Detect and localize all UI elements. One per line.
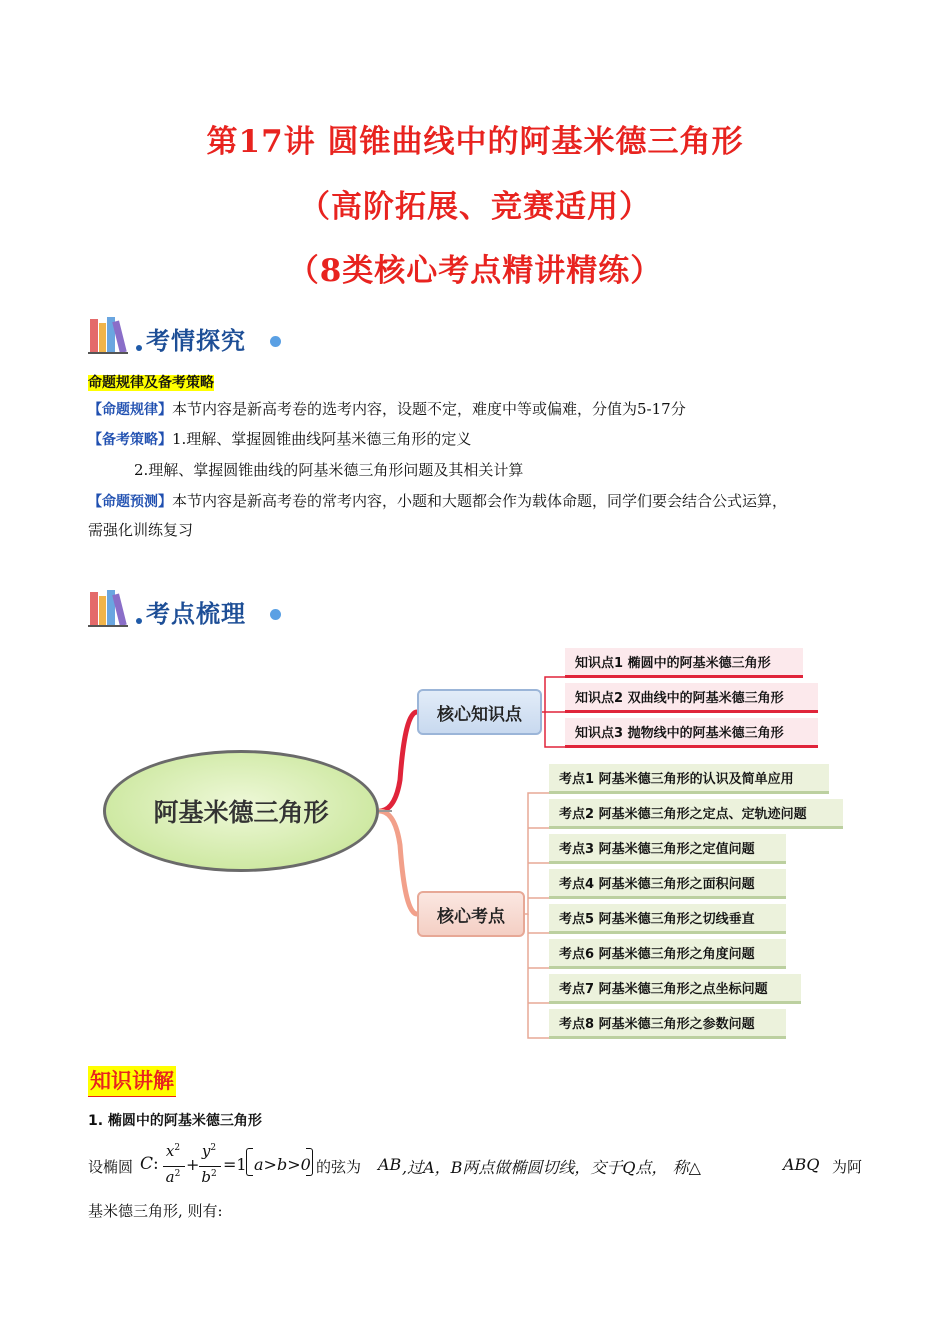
fraction-x: $x^2$ (165, 1142, 181, 1160)
section-heading-text: 考情探究 (146, 327, 246, 355)
section-subtitle: 1. 椭圆中的阿基米德三角形 (88, 1113, 262, 1129)
rule-paragraph: 【命题规律】本节内容是新高考卷的选考内容，设题不定，难度中等或偏难，分值为5-17分 (88, 400, 686, 418)
mindmap-branch-knowledge: 核心知识点 (417, 689, 542, 735)
point-item: 考点6 阿基米德三角形之角度问题 (549, 939, 786, 969)
knowledge-item: 知识点2 双曲线中的阿基米德三角形 (565, 683, 818, 713)
point-item: 考点5 阿基米德三角形之切线垂直 (549, 904, 786, 934)
knowledge-item: 知识点3 抛物线中的阿基米德三角形 (565, 718, 818, 748)
point-item: 考点3 阿基米德三角形之定值问题 (549, 834, 786, 864)
dot-icon (136, 618, 142, 624)
books-icon (88, 588, 134, 628)
fraction-y: $y^2$ (201, 1142, 217, 1160)
point-item: 考点2 阿基米德三角形之定点、定轨迹问题 (549, 799, 843, 829)
section-heading-exam (88, 315, 308, 359)
fraction-bar (163, 1166, 185, 1167)
point-item: 考点8 阿基米德三角形之参数问题 (549, 1009, 786, 1039)
section-heading-points (88, 588, 308, 632)
fraction-a: $a^2$ (165, 1168, 181, 1186)
predict-paragraph: 【命题预测】本节内容是新高考卷的常考内容，小题和大题都会作为载体命题，同学们要会结合公式运算， (88, 492, 788, 510)
section-heading-text: 考点梳理 (146, 600, 246, 628)
page-subtitle-2: （8类核心考点精讲精练） (287, 253, 663, 289)
point-item: 考点1 阿基米德三角形的认识及简单应用 (549, 764, 829, 794)
subheading: 命题规律及备考策略 (88, 375, 214, 391)
point-item: 考点7 阿基米德三角形之点坐标问题 (549, 974, 801, 1004)
paren-right (306, 1148, 313, 1176)
knowledge-tag: 知识讲解 (88, 1066, 176, 1097)
knowledge-item: 知识点1 椭圆中的阿基米德三角形 (565, 648, 803, 678)
dot-icon (270, 609, 281, 620)
predict-paragraph-cont: 需强化训练复习 (88, 521, 194, 539)
dot-icon (136, 345, 142, 351)
fraction-b: $b^2$ (201, 1168, 217, 1186)
mindmap-branch-points: 核心考点 (417, 891, 525, 937)
fraction-bar (199, 1166, 221, 1167)
books-icon (88, 315, 134, 355)
dot-icon (270, 336, 281, 347)
page-subtitle: （高阶拓展、竞赛适用） (299, 189, 651, 225)
strategy-item-2: 2.理解、掌握圆锥曲线的阿基米德三角形问题及其相关计算 (134, 461, 524, 479)
paren-left (246, 1148, 253, 1176)
point-item: 考点4 阿基米德三角形之面积问题 (549, 869, 786, 899)
formula-continuation: 基米德三角形, 则有: (88, 1202, 223, 1220)
page-title: 第17讲 圆锥曲线中的阿基米德三角形 (206, 124, 744, 160)
strategy-paragraph: 【备考策略】1.理解、掌握圆锥曲线阿基米德三角形的定义 (88, 430, 472, 448)
formula-line: 设椭圆 C : $x^2$ $a^2$ + $y^2$ $b^2$ =1 a>b>0 的弦为 AB ,过A，B两点做椭圆切线，交于Q点， 称△ ABQ 为阿 (88, 1142, 863, 1186)
mindmap-root: 阿基米德三角形 (103, 750, 379, 872)
